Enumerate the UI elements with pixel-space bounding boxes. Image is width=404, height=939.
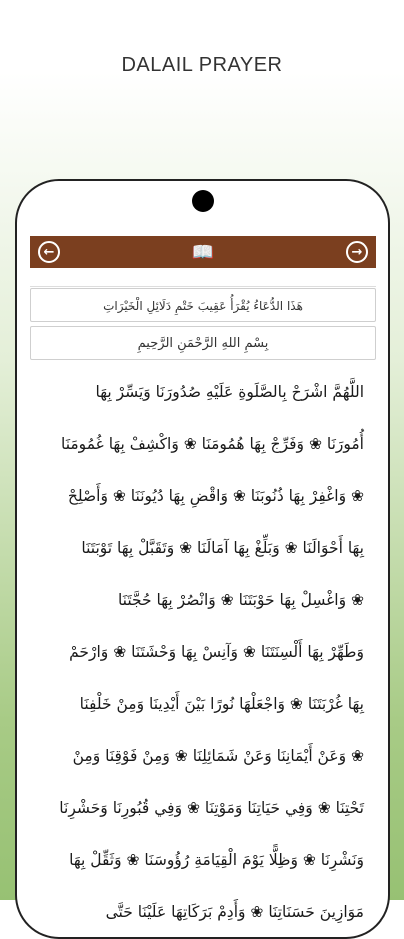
- prayer-line: ❀ وَاغْسِلْ بِهَا حَوْبَتَنَا ❀ وَانْصُرْ بِهَا حُجَّتَنَا: [117, 591, 364, 609]
- basmala-header: بِسْمِ اللهِ الرَّحْمَنِ الرَّحِيمِ: [30, 326, 376, 360]
- camera-dot: [192, 190, 214, 212]
- prayer-line: مَوَازِينَ حَسَنَاتِنَا ❀ وَأَدِمْ بَرَكَاتِهَا عَلَيْنَا حَتَّى: [105, 903, 364, 921]
- prayer-line: ❀ وَعَنْ أَيْمَانِنَا وَعَنْ شَمَائِلِنَا ❀ وَمِنْ فَوْقِنَا وَمِنْ: [72, 747, 364, 765]
- prayer-line: وَنَشْرِنَا ❀ وَظِلًّا يَوْمَ الْقِيَامَةِ رُؤُوسَنَا ❀ وَثَقِّلْ بِهَا: [69, 851, 364, 869]
- book-icon[interactable]: 📖: [191, 241, 215, 263]
- phone-screen: [30, 236, 376, 921]
- arrow-left-circle-icon[interactable]: ←: [38, 241, 60, 263]
- app-title: DALAIL PRAYER: [121, 54, 283, 76]
- prayer-line: اللَّهُمَّ اشْرَحْ بِالصَّلَوةِ عَلَيْهِ صُدُورَنَا وَيَسِّرْ بِهَا: [95, 383, 364, 401]
- prayer-line: أُمُورَنَا ❀ وَفَرِّجْ بِهَا هُمُومَنَا ❀ وَاكْشِفْ بِهَا غُمُومَنَا: [60, 435, 364, 453]
- prayer-line: بِهَا أَحْوَالَنَا ❀ وَبَلِّغْ بِهَا آمَالَنَا ❀ وَتَقَبَّلْ بِهَا تَوْبَتَنَا: [81, 539, 364, 557]
- intro-header: هَذَا الدُّعَاءُ يُقْرَأُ عَقِيبَ خَتْمِ دَلَائِلِ الْخَيْرَاتِ: [30, 288, 376, 322]
- prayer-text: [32, 366, 368, 938]
- prayer-line: وَطَهِّرْ بِهَا أَلْسِنَتَنَا ❀ وَآنِسْ بِهَا وَحْشَتَنَا ❀ وَارْحَمْ: [69, 643, 364, 661]
- toolbar: [30, 236, 376, 268]
- prayer-line: تَحْتِنَا ❀ وَفِي حَيَاتِنَا وَمَوْتِنَا ❀ وَفِي قُبُورِنَا وَحَشْرِنَا: [59, 799, 364, 817]
- toolbar-divider: [30, 268, 376, 287]
- prayer-line: بِهَا غُرْبَتَنَا ❀ وَاجْعَلْهَا نُورًا بَيْنَ أَيْدِينَا وَمِنْ خَلْفِنَا: [79, 695, 364, 713]
- prayer-line: ❀ وَاغْفِرْ بِهَا ذُنُوبَنَا ❀ وَاقْضِ بِهَا دُيُونَنَا ❀ وَأَصْلِحْ: [67, 487, 364, 505]
- arrow-right-circle-icon[interactable]: →: [346, 241, 368, 263]
